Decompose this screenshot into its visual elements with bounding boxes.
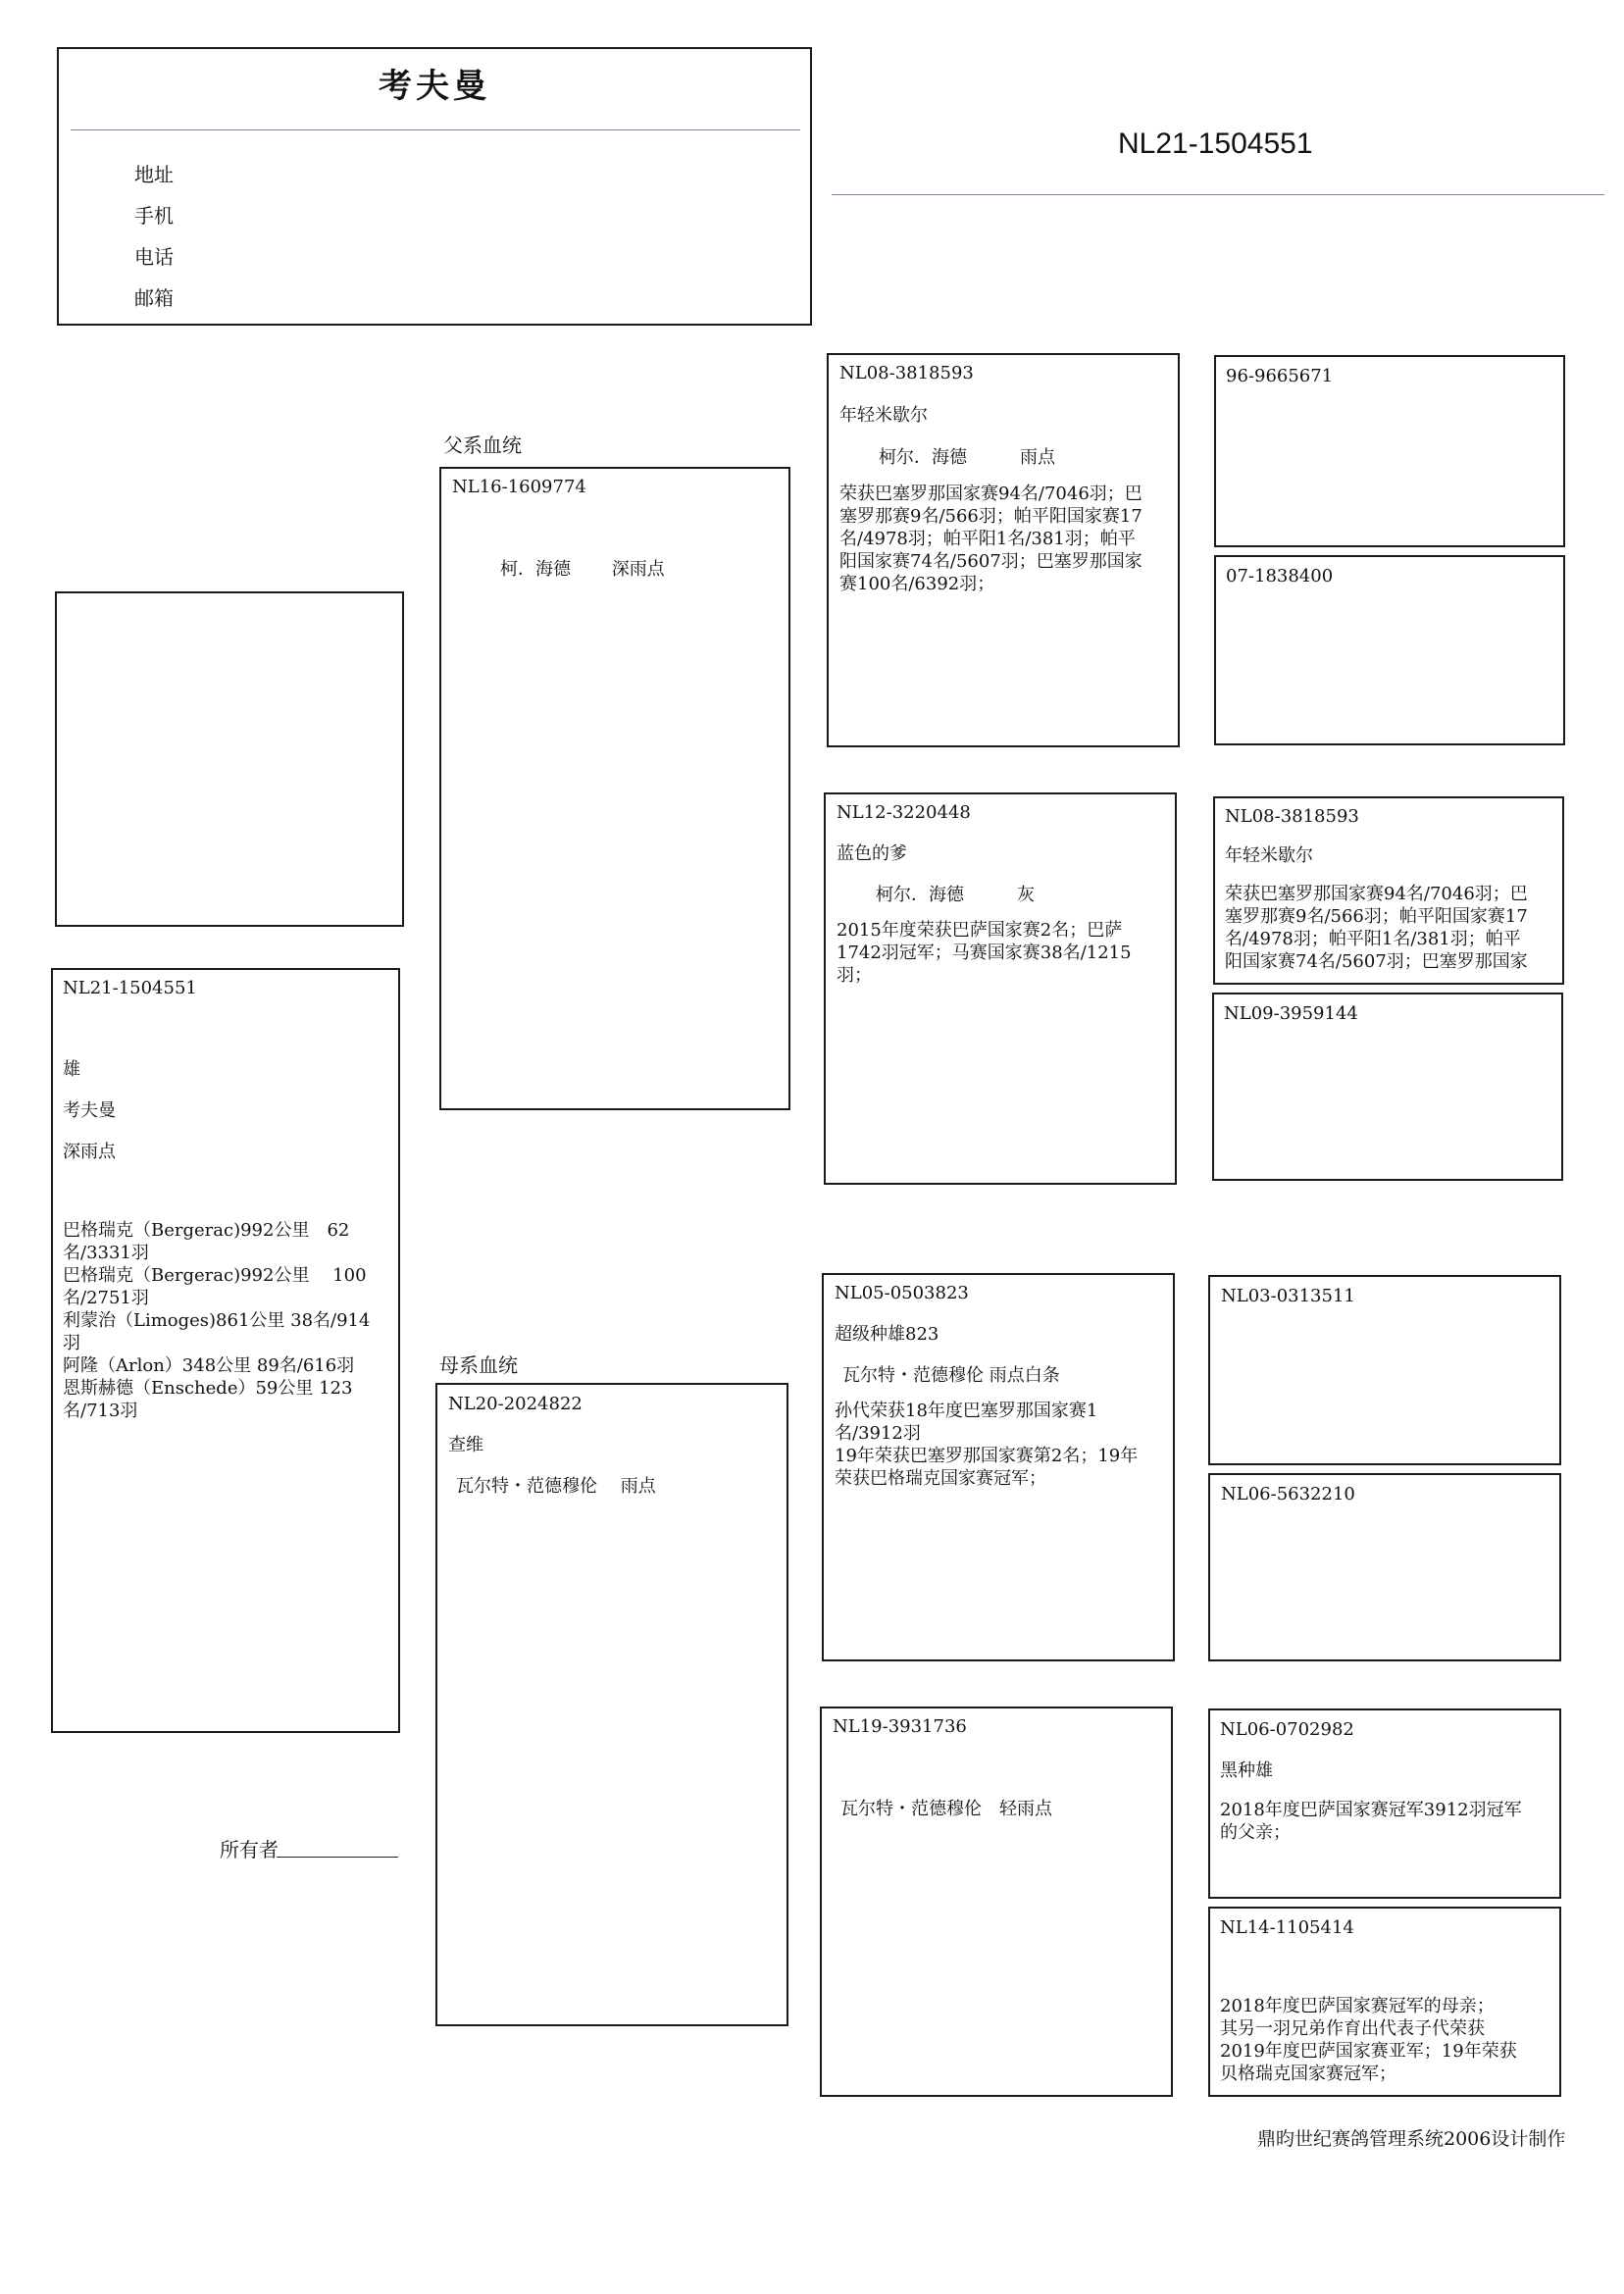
footer-credit: 鼎昀世纪赛鸽管理系统2006设计制作 bbox=[1257, 2128, 1566, 2150]
address-label: 地址 bbox=[134, 163, 174, 186]
subject-name: 考夫曼 bbox=[63, 1100, 116, 1121]
mobile-label: 手机 bbox=[134, 204, 174, 228]
sd-notes: 2015年度荣获巴萨国家赛2名；巴萨 1742羽冠军；马赛国家赛38名/1215 羽； bbox=[837, 920, 1132, 986]
sdd-ring: NL09-3959144 bbox=[1224, 1003, 1358, 1024]
dds-ring: NL06-0702982 bbox=[1220, 1719, 1354, 1740]
sds-name: 年轻米歇尔 bbox=[1225, 845, 1313, 866]
dd-box bbox=[820, 1707, 1173, 2097]
dsd-ring: NL06-5632210 bbox=[1221, 1484, 1355, 1504]
header-title: 考夫曼 bbox=[379, 67, 490, 106]
sd-breeder-color: 柯尔．海德 灰 bbox=[876, 885, 1035, 905]
ssd-ring: 07-1838400 bbox=[1226, 566, 1334, 586]
dd-breeder-color: 瓦尔特・范德穆伦 轻雨点 bbox=[840, 1799, 1052, 1819]
subject-results: 巴格瑞克（Bergerac)992公里 62 名/3331羽 巴格瑞克（Bergerac)992公里 100 名/2751羽 利蒙治（Limoges)861公里 38名/914 羽 阿隆（Arlon）348公里 89名/616羽 恩斯赫德（Enschede）59公里 123 名/713羽 bbox=[63, 1220, 371, 1421]
sss-ring: 96-9665671 bbox=[1226, 366, 1334, 386]
ss-ring: NL08-3818593 bbox=[839, 363, 974, 383]
dam-line-label: 母系血统 bbox=[439, 1353, 518, 1377]
sire-line-label: 父系血统 bbox=[443, 433, 522, 457]
dam-ring: NL20-2024822 bbox=[448, 1394, 583, 1414]
header-rule bbox=[71, 129, 800, 130]
dds-name: 黑种雄 bbox=[1220, 1760, 1273, 1781]
phone-label: 电话 bbox=[134, 245, 174, 269]
sds-notes: 荣获巴塞罗那国家赛94名/7046羽；巴 塞罗那赛9名/566羽；帕平阳国家赛17 名/4978羽；帕平阳1名/381羽；帕平 阳国家赛74名/5607羽；巴塞罗那国家 bbox=[1225, 884, 1528, 972]
sire-ring: NL16-1609774 bbox=[452, 477, 586, 497]
ddd-ring: NL14-1105414 bbox=[1220, 1917, 1354, 1938]
ds-name: 超级种雄823 bbox=[835, 1324, 939, 1345]
dam-name: 查维 bbox=[448, 1435, 483, 1455]
ss-breeder-color: 柯尔．海德 雨点 bbox=[879, 447, 1055, 468]
ds-notes: 孙代荣获18年度巴塞罗那国家赛1 名/3912羽 19年荣获巴塞罗那国家赛第2名；19年 荣获巴格瑞克国家赛冠军； bbox=[835, 1401, 1139, 1489]
owner-line bbox=[277, 1857, 398, 1858]
email-label: 邮箱 bbox=[134, 286, 174, 310]
ds-ring: NL05-0503823 bbox=[835, 1283, 969, 1303]
sd-ring: NL12-3220448 bbox=[837, 802, 971, 823]
sire-breeder-color: 柯．海德 深雨点 bbox=[500, 559, 665, 580]
dss-ring: NL03-0313511 bbox=[1221, 1286, 1355, 1306]
owner-label: 所有者 bbox=[220, 1838, 279, 1861]
sd-name: 蓝色的爹 bbox=[837, 843, 907, 864]
ds-breeder-color: 瓦尔特・范德穆伦 雨点白条 bbox=[842, 1365, 1060, 1386]
sds-ring: NL08-3818593 bbox=[1225, 806, 1359, 827]
dam-breeder-color: 瓦尔特・范德穆伦 雨点 bbox=[456, 1476, 656, 1497]
dds-notes: 2018年度巴萨国家赛冠军3912羽冠军 的父亲； bbox=[1220, 1800, 1522, 1843]
ddd-notes: 2018年度巴萨国家赛冠军的母亲； 其另一羽兄弟作育出代表子代荣获 2019年度巴萨国家赛亚军；19年荣获 贝格瑞克国家赛冠军； bbox=[1220, 1996, 1517, 2084]
ss-name: 年轻米歇尔 bbox=[839, 405, 928, 426]
ss-notes: 荣获巴塞罗那国家赛94名/7046羽；巴 塞罗那赛9名/566羽；帕平阳国家赛17 名/4978羽；帕平阳1名/381羽；帕平 阳国家赛74名/5607羽；巴塞罗那国家 赛100名/6392羽； bbox=[839, 484, 1142, 594]
top-right-rule bbox=[832, 194, 1604, 195]
sds-box bbox=[1213, 796, 1564, 985]
top-ring-number: NL21-1504551 bbox=[1118, 127, 1313, 160]
dd-ring: NL19-3931736 bbox=[833, 1716, 967, 1737]
subject-sex: 雄 bbox=[63, 1059, 80, 1080]
subject-color: 深雨点 bbox=[63, 1142, 116, 1162]
subject-ring: NL21-1504551 bbox=[63, 978, 197, 998]
photo-box bbox=[55, 591, 404, 927]
